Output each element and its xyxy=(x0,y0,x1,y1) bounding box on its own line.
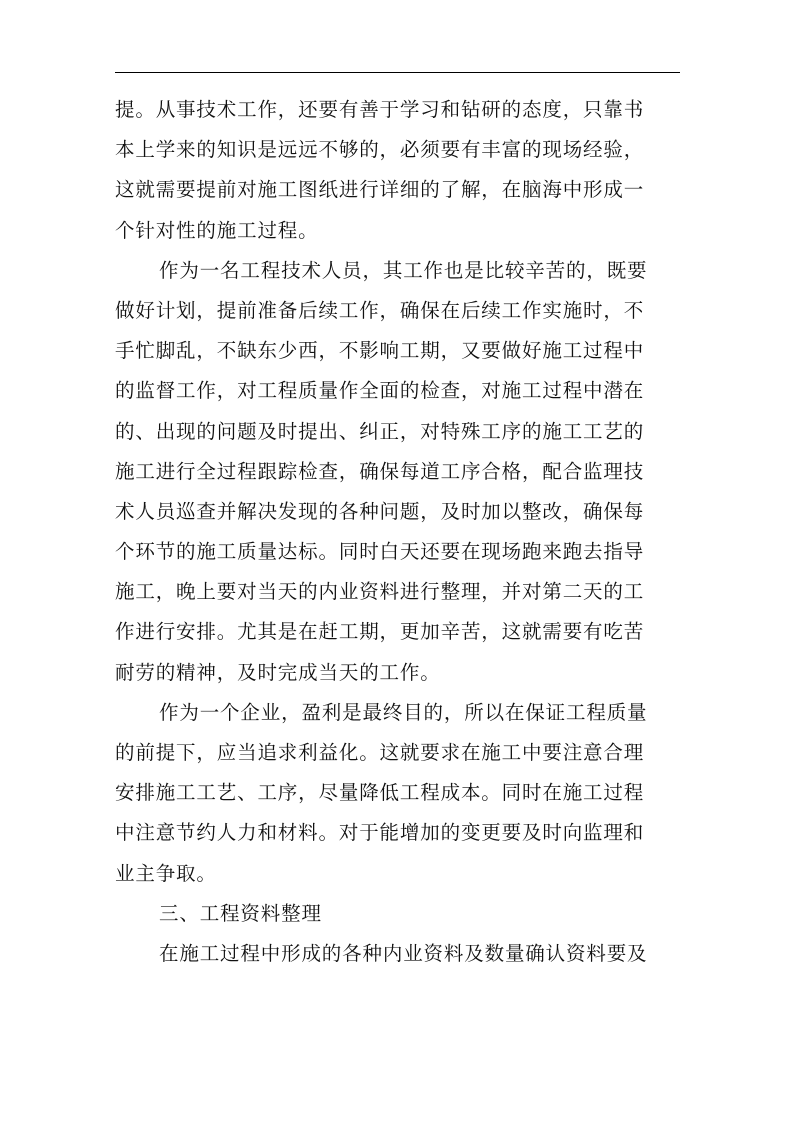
text-line: 本上学来的知识是远远不够的，必须要有丰富的现场经验， xyxy=(115,138,645,162)
text-line: 安排施工工艺、工序，尽量降低工程成本。同时在施工过程 xyxy=(115,781,645,805)
paragraph-first-line: 作为一名工程技术人员，其工作也是比较辛苦的，既要 xyxy=(159,258,648,282)
text-line: 做好计划，提前准备后续工作，确保在后续工作实施时，不 xyxy=(115,298,645,322)
text-line: 的、出现的问题及时提出、纠正，对特殊工序的施工工艺的 xyxy=(115,419,645,443)
paragraph-first-line: 作为一个企业，盈利是最终目的，所以在保证工程质量 xyxy=(159,700,648,724)
text-line: 施工进行全过程跟踪检查，确保每道工序合格，配合监理技 xyxy=(115,459,645,483)
text-line: 术人员巡查并解决发现的各种问题，及时加以整改，确保每 xyxy=(115,499,645,523)
header-rule xyxy=(115,72,680,73)
text-line: 个针对性的施工过程。 xyxy=(115,218,319,242)
text-line: 耐劳的精神，及时完成当天的工作。 xyxy=(115,660,441,684)
text-line: 中注意节约人力和材料。对于能增加的变更要及时向监理和 xyxy=(115,821,645,845)
text-line: 的前提下，应当追求利益化。这就要求在施工中要注意合理 xyxy=(115,741,645,764)
text-line: 施工，晚上要对当天的内业资料进行整理，并对第二天的工 xyxy=(115,580,645,604)
paragraph-first-line: 在施工过程中形成的各种内业资料及数量确认资料要及 xyxy=(159,941,648,965)
text-line: 业主争取。 xyxy=(115,861,217,885)
text-line: 作进行安排。尤其是在赶工期，更加辛苦，这就需要有吃苦 xyxy=(115,620,645,644)
document-body xyxy=(115,90,680,974)
section-heading: 三、工程资料整理 xyxy=(159,901,322,925)
text-line: 个环节的施工质量达标。同时白天还要在现场跑来跑去指导 xyxy=(115,540,645,564)
text-line: 手忙脚乱，不缺东少西，不影响工期，又要做好施工过程中 xyxy=(115,339,645,363)
text-line: 这就需要提前对施工图纸进行详细的了解，在脑海中形成一 xyxy=(115,178,645,202)
text-line: 提。从事技术工作，还要有善于学习和钻研的态度，只靠书 xyxy=(115,98,645,121)
text-line: 的监督工作，对工程质量作全面的检查，对施工过程中潜在 xyxy=(115,379,645,403)
